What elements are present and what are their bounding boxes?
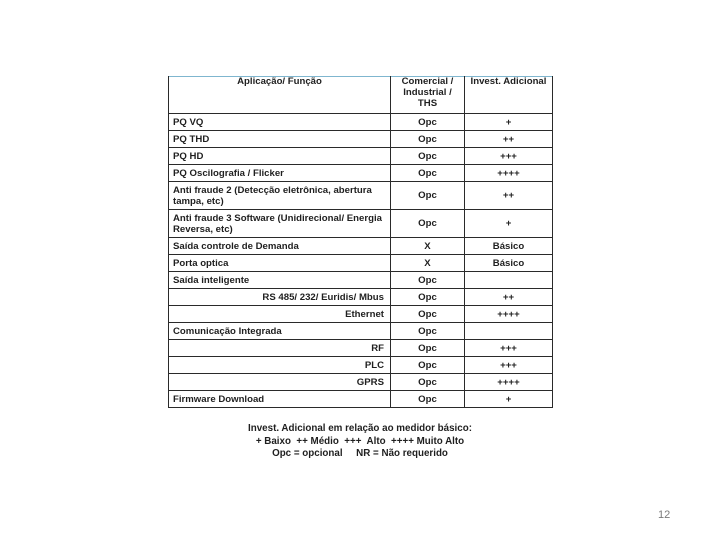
cell-invest: ++ xyxy=(465,182,553,210)
cell-invest: +++ xyxy=(465,357,553,374)
cell-aplicacao: PLC xyxy=(169,357,391,374)
cell-aplicacao: Saída inteligente xyxy=(169,272,391,289)
cell-aplicacao: Anti fraude 2 (Detecção eletrônica, abertura tampa, etc) xyxy=(169,182,391,210)
cell-invest xyxy=(465,323,553,340)
cell-aplicacao: PQ THD xyxy=(169,131,391,148)
table-body xyxy=(169,114,553,408)
header-aplicacao: Aplicação/ Função xyxy=(169,76,391,114)
cell-comercial: Opc xyxy=(391,391,465,408)
cell-invest xyxy=(465,272,553,289)
cell-aplicacao: Firmware Download xyxy=(169,391,391,408)
footnote-line-1: Invest. Adicional em relação ao medidor básico: xyxy=(248,423,472,434)
cell-aplicacao: Porta optica xyxy=(169,255,391,272)
cell-comercial: Opc xyxy=(391,165,465,182)
cell-invest: + xyxy=(465,391,553,408)
table-row xyxy=(169,255,553,272)
footnote-line-2: + Baixo ++ Médio +++ Alto ++++ Muito Alto xyxy=(255,435,465,447)
cell-comercial: Opc xyxy=(391,210,465,238)
cell-aplicacao: Ethernet xyxy=(169,306,391,323)
cell-comercial: Opc xyxy=(391,131,465,148)
cell-invest: ++ xyxy=(465,289,553,306)
cell-aplicacao: PQ HD xyxy=(169,148,391,165)
cell-aplicacao: PQ Oscilografia / Flicker xyxy=(169,165,391,182)
cell-comercial: X xyxy=(391,238,465,255)
footnote xyxy=(168,423,552,461)
table-row xyxy=(169,289,553,306)
cell-invest: + xyxy=(465,114,553,131)
cell-comercial: Opc xyxy=(391,148,465,165)
table-row xyxy=(169,340,553,357)
cell-comercial: Opc xyxy=(391,182,465,210)
header-comercial: Comercial / Industrial / THS xyxy=(391,76,465,114)
table-row xyxy=(169,131,553,148)
table-header-row xyxy=(169,76,553,114)
table-row xyxy=(169,182,553,210)
cell-invest: +++ xyxy=(465,340,553,357)
table-row xyxy=(169,210,553,238)
table-row xyxy=(169,238,553,255)
cell-comercial: Opc xyxy=(391,340,465,357)
cell-comercial: Opc xyxy=(391,289,465,306)
cell-comercial: X xyxy=(391,255,465,272)
cell-comercial: Opc xyxy=(391,374,465,391)
cell-aplicacao: RS 485/ 232/ Euridis/ Mbus xyxy=(169,289,391,306)
table-row xyxy=(169,114,553,131)
cell-aplicacao: Saída controle de Demanda xyxy=(169,238,391,255)
page-number: 12 xyxy=(658,509,671,521)
cell-invest: ++++ xyxy=(465,306,553,323)
cell-invest: ++++ xyxy=(465,165,553,182)
cell-aplicacao: Comunicação Integrada xyxy=(169,323,391,340)
header-invest: Invest. Adicional xyxy=(465,76,553,114)
cell-invest: ++++ xyxy=(465,374,553,391)
cell-comercial: Opc xyxy=(391,306,465,323)
table-row xyxy=(169,374,553,391)
cell-invest: ++ xyxy=(465,131,553,148)
cell-comercial: Opc xyxy=(391,272,465,289)
table-row xyxy=(169,323,553,340)
cell-invest: + xyxy=(465,210,553,238)
cell-aplicacao: Anti fraude 3 Software (Unidirecional/ Energia Reversa, etc) xyxy=(169,210,391,238)
table-row xyxy=(169,272,553,289)
table-row xyxy=(169,306,553,323)
cell-aplicacao: RF xyxy=(169,340,391,357)
cell-comercial: Opc xyxy=(391,114,465,131)
application-table xyxy=(168,76,553,408)
table-row xyxy=(169,148,553,165)
table-row xyxy=(169,391,553,408)
cell-invest: Básico xyxy=(465,255,553,272)
cell-aplicacao: PQ VQ xyxy=(169,114,391,131)
table-row xyxy=(169,165,553,182)
footnote-line-3: Opc = opcional NR = Não requerido xyxy=(272,448,448,459)
cell-invest: +++ xyxy=(465,148,553,165)
table-row xyxy=(169,357,553,374)
cell-aplicacao: GPRS xyxy=(169,374,391,391)
cell-comercial: Opc xyxy=(391,323,465,340)
cell-invest: Básico xyxy=(465,238,553,255)
cell-comercial: Opc xyxy=(391,357,465,374)
